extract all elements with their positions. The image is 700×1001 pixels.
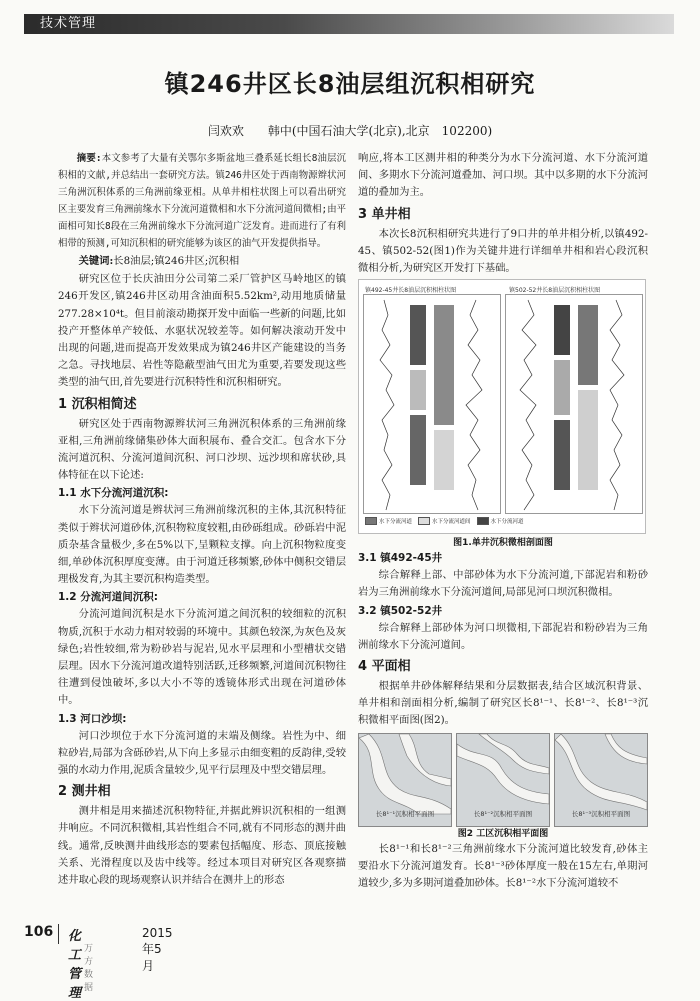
- section-1-2-text: 分流河道间沉积是水下分流河道之间沉积的较细粒的沉积物质,沉积于水动力相对较弱的环境中。其颜色较深,为灰色及灰绿色;岩性较细,常为粉砂岩与泥岩,见水平层理和小型槽状交错层理。因水下分流河道改道特别活跃,迁移频繁,河道间沉积物往往遭到侵蚀破坏,多以大小不等的透镜体形式出现在河道砂体中。: [58, 608, 346, 707]
- well-log-panel-b: [505, 294, 643, 514]
- legend-item: 水下分流河道: [477, 514, 524, 531]
- facies-map-1: [358, 733, 452, 827]
- well-log-panel-a: [363, 294, 501, 514]
- lithology-strip: [410, 370, 426, 410]
- intro-paragraph: 研究区位于长庆油田分公司第二采厂管护区马岭地区的镇246开发区,镇246井区动用含油面积5.52km²,动用地质储量277.28×10⁴t。但目前滚动勘探开发中面临一些新的问题,比如投产开整体单产较低、水驱状况较差等。如何解决滚动开发中出现的问题,进而提高开发效果成为镇246井区产能建设的当务之急。寻找地层、岩性等隐蔽型油气田尤为重要,若要发现这些类型的油气田,首先要进行沉积特性和沉积相研究。: [58, 273, 346, 389]
- section-1-3-heading: 1.3 河口沙坝:: [58, 712, 127, 725]
- article-authors: 闫欢欢 韩中(中国石油大学(北京),北京 102200): [207, 124, 493, 138]
- lithology-strip: [554, 360, 570, 415]
- lithology-strip: [410, 305, 426, 365]
- section-3-text: 本次长8沉积相研究共进行了9口井的单井相分析,以镇492-45、镇502-52(图1)作为关键井进行详细单井相和岩心段沉积微相分析,为研究区开发打下基础。: [358, 227, 648, 275]
- journal-name: 化工管理: [68, 929, 83, 1001]
- section-label: 技术管理: [40, 16, 97, 31]
- section-1-text: 研究区处于西南物源辫状河三角洲沉积体系的三角洲前缘亚相,三角洲前缘储集砂体大面积展布、叠合交汇。包含水下分流河道沉积、分流河道间沉积、河口沙坝、远沙坝和席状砂,具体特征在以下论述:: [58, 417, 346, 482]
- figure-1-caption: 图1.单井沉积微相剖面图: [453, 538, 553, 549]
- watermark: 万方数据: [84, 944, 94, 993]
- section-tag: [24, 14, 674, 34]
- facies-strip: [434, 430, 454, 490]
- section-3-2-heading: 3.2 镇502-52井: [358, 604, 443, 617]
- figure-2: [358, 733, 648, 827]
- section-4-heading: 4 平面相: [358, 659, 411, 675]
- facies-strip: [578, 390, 598, 490]
- page-number: 106: [24, 924, 54, 940]
- section-1-heading: 1 沉积相简述: [58, 396, 137, 412]
- section-2-continued: 响应,将本工区测井相的种类分为水下分流河道、水下分流河道间、多期水下分流河道叠加、河口坝。其中以多期的水下分流河道的叠加为主。: [358, 152, 648, 199]
- channel-shape: [359, 734, 451, 814]
- lithology-strip: [554, 305, 570, 355]
- left-column: [58, 150, 346, 890]
- facies-map-2: [456, 733, 550, 827]
- abstract-label: 摘要:: [76, 153, 102, 164]
- section-3-2-text: 综合解释上部砂体为河口坝微相,下部泥岩和粉砂岩为三角洲前缘水下分流河道间。: [358, 621, 648, 651]
- section-1-3-text: 河口沙坝位于水下分流河道的末端及侧缘。岩性为中、细粒砂岩,局部为含砾砂岩,从下向上多显示由细变粗的反韵律,受较强的水动力作用,泥质含量较少,见平行层理及中型交错层理。: [58, 729, 346, 777]
- abstract-text: 本文参考了大量有关鄂尔多斯盆地三叠系延长组长8油层沉积相的文献,并总结出一套研究方法。镇246井区处于西南物源辫状河三角洲沉积体系的三角洲前缘亚相。从单井相柱状图上可以看出研究区主要发育三角洲前缘水下分流河道微相和水下分流河道间微相;由平面相可知长8段在三角洲前缘水下分流河道广泛发育。进而进行了有利相带的预测,可知沉积相的研究能够为该区的油气开发提供指导。: [58, 153, 346, 249]
- section-4-text: 根据单井砂体解释结果和分层数据表,结合区域沉积背景、单井相和剖面相分析,编制了研究区长8¹⁻¹、长8¹⁻²、长8¹⁻³沉积微相平面图(图2)。: [358, 680, 648, 727]
- abstract: [58, 150, 346, 252]
- issue-date: 2015年5月: [142, 926, 173, 973]
- figure-1: [358, 279, 646, 534]
- section-3-heading: 3 单井相: [358, 206, 411, 222]
- figure-2-caption: 图2 工区沉积相平面图: [457, 828, 549, 839]
- closing-paragraph: 长8¹⁻¹和长8¹⁻²三角洲前缘水下分流河道比较发育,砂体主要沿水下分流河道发育。长8¹⁻³砂体厚度一般在15左右,单期河道较少,多为多期河道叠加砂体。长8¹⁻²水下分流河道较不: [358, 842, 648, 890]
- channel-shape: [457, 734, 549, 814]
- keywords-text: 长8油层;镇246井区;沉积相: [113, 255, 240, 267]
- map-2-label: 长8¹⁻²沉积相平面图: [473, 810, 533, 819]
- map-3-label: 长8¹⁻³沉积相平面图: [571, 810, 631, 819]
- fig1-panel-a-title: 镇492-45井长8油层沉积相柱状图: [365, 287, 457, 295]
- section-1-2-heading: 1.2 分流河道间沉积:: [58, 591, 158, 604]
- well-log-curves-a: [364, 295, 500, 513]
- lithology-strip: [410, 415, 426, 485]
- section-2-heading: 2 测井相: [58, 784, 111, 800]
- section-3-1-heading: 3.1 镇492-45井: [358, 552, 443, 565]
- section-3-1-text: 综合解释上部、中部砂体为水下分流河道,下部泥岩和粉砂岩为三角洲前缘水下分流河道间,局部见河口坝沉积微相。: [358, 569, 648, 599]
- well-log-curves-b: [506, 295, 642, 513]
- section-2-text: 测井相是用来描述沉积物特征,并据此辨识沉积相的一组测井响应。不同沉积微相,其岩性组合不同,就有不同形态的测井曲线。通常,反映测井曲线形态的要素包括幅度、形态、顶底接触关系、光滑程度以及齿中线等。经过本项目对研究区各观察描述井取心段的现场观察认识并结合在测井上的形态: [58, 805, 346, 887]
- fig1-panel-b-title: 镇502-52井长8油层沉积相柱状图: [509, 287, 601, 295]
- fig1-legend: [365, 514, 641, 530]
- facies-map-3: [554, 733, 648, 827]
- channel-shape: [555, 734, 647, 814]
- keywords: [58, 253, 346, 270]
- keywords-label: 关键词:: [78, 255, 114, 267]
- facies-strip: [434, 305, 454, 425]
- section-1-1-text: 水下分流河道是辫状河三角洲前缘沉积的主体,其沉积特征类似于辫状河道砂体,沉积物粒度较粗,由砂砾组成。砂砾岩中泥质杂基含量极少,多在5%以下,呈颗粒支撑。向上沉积物粒度变细,单砂体沉积厚度变薄。由于河道迁移频繁,砂体中侧积交错层理极发育,为其主要沉积构造类型。: [58, 504, 346, 586]
- lithology-strip: [554, 420, 570, 490]
- legend-item: 水下分流河道间: [418, 514, 471, 531]
- legend-item: 水下分流河道: [365, 514, 412, 531]
- section-1-1-heading: 1.1 水下分流河道沉积:: [58, 487, 169, 500]
- right-column: [358, 150, 648, 893]
- facies-strip: [578, 305, 598, 385]
- footer-divider: [58, 924, 59, 944]
- article-title: 镇246井区长8油层组沉积相研究: [164, 70, 536, 98]
- map-1-label: 长8¹⁻¹沉积相平面图: [375, 810, 435, 819]
